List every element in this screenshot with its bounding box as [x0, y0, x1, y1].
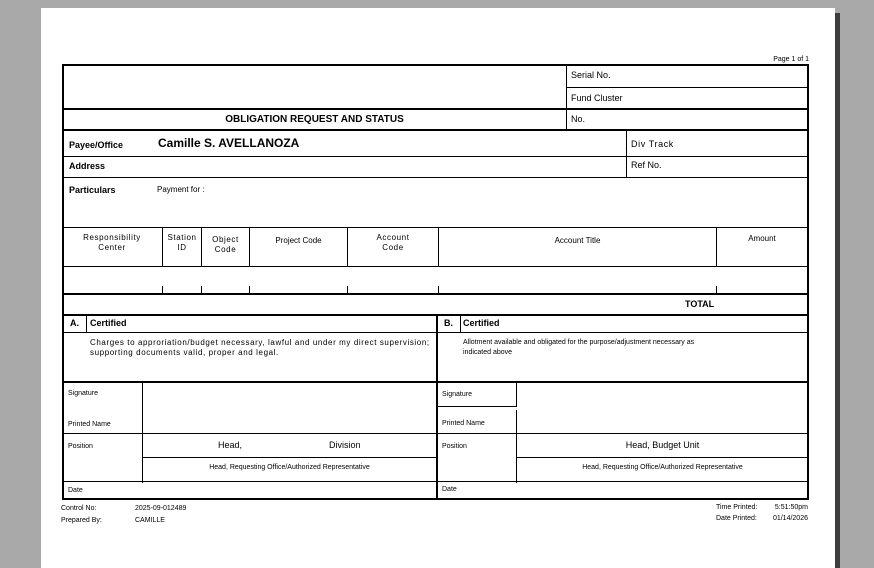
- particulars-label: Particulars: [69, 185, 116, 195]
- date-printed-label: Date Printed:: [716, 515, 757, 522]
- a-position-label: Position: [68, 443, 93, 450]
- fund-cluster-label: Fund Cluster: [571, 93, 623, 103]
- col-project-code: Project Code: [275, 236, 322, 245]
- section-b-text-2: indicated above: [463, 349, 513, 356]
- col-responsibility-center: Responsibility Center: [83, 233, 141, 252]
- frame-top: [62, 64, 809, 66]
- payee-label: Payee/Office: [69, 140, 124, 150]
- particulars-value: Payment for :: [157, 185, 205, 194]
- section-b-text-1: Allotment available and obligated for the purpose/adjustment necessary as: [463, 339, 695, 346]
- time-printed-value: 5:51:50pm: [774, 504, 808, 511]
- section-b-title: Certified: [463, 318, 500, 328]
- form-title: OBLIGATION REQUEST AND STATUS: [225, 114, 404, 125]
- a-position-division: Division: [329, 440, 361, 450]
- control-no-value: 2025-09-012489: [135, 505, 187, 512]
- time-printed-label: Time Printed:: [716, 504, 758, 511]
- col-account-code: Account Code: [376, 233, 410, 252]
- div-track-label: Div Track: [631, 139, 674, 149]
- section-b-letter: B.: [444, 318, 453, 328]
- control-no-label: Control No:: [61, 505, 97, 512]
- a-position-sub: Head, Requesting Office/Authorized Representative: [209, 464, 370, 471]
- col-station-id: Station ID: [167, 233, 197, 252]
- a-signature-label: Signature: [68, 390, 98, 397]
- col-object-code: Object Code: [212, 235, 239, 254]
- payee-name: Camille S. AVELLANOZA: [158, 136, 300, 150]
- section-a-text-2: supporting documents valid, proper and legal.: [90, 348, 279, 357]
- b-date-label: Date: [442, 486, 457, 493]
- section-divider: [436, 314, 438, 500]
- a-printed-name-label: Printed Name: [68, 421, 111, 428]
- date-printed-value: 01/14/2026: [772, 515, 808, 522]
- no-label: No.: [571, 114, 586, 124]
- b-position-head: Head, Budget Unit: [625, 440, 700, 450]
- b-signature-label: Signature: [442, 391, 472, 398]
- total-label: TOTAL: [685, 299, 715, 309]
- prepared-by-label: Prepared By:: [61, 517, 102, 524]
- section-a-letter: A.: [70, 318, 79, 328]
- section-a-text-1: Charges to approriation/budget necessary, lawful and under my direct supervision;: [90, 338, 430, 347]
- document-page: [41, 8, 835, 568]
- address-label: Address: [69, 161, 106, 171]
- col-amount: Amount: [748, 234, 776, 243]
- a-position-head: Head,: [218, 440, 243, 450]
- section-a-title: Certified: [90, 318, 127, 328]
- col-account-title: Account Title: [554, 236, 601, 245]
- ref-no-label: Ref No.: [631, 160, 662, 170]
- serial-no-label: Serial No.: [571, 70, 611, 80]
- page-number: Page 1 of 1: [773, 56, 809, 63]
- b-position-label: Position: [442, 443, 467, 450]
- prepared-by-value: CAMILLE: [135, 517, 165, 524]
- b-printed-name-label: Printed Name: [442, 420, 485, 427]
- b-position-sub: Head, Requesting Office/Authorized Representative: [582, 464, 743, 471]
- a-date-label: Date: [68, 487, 83, 494]
